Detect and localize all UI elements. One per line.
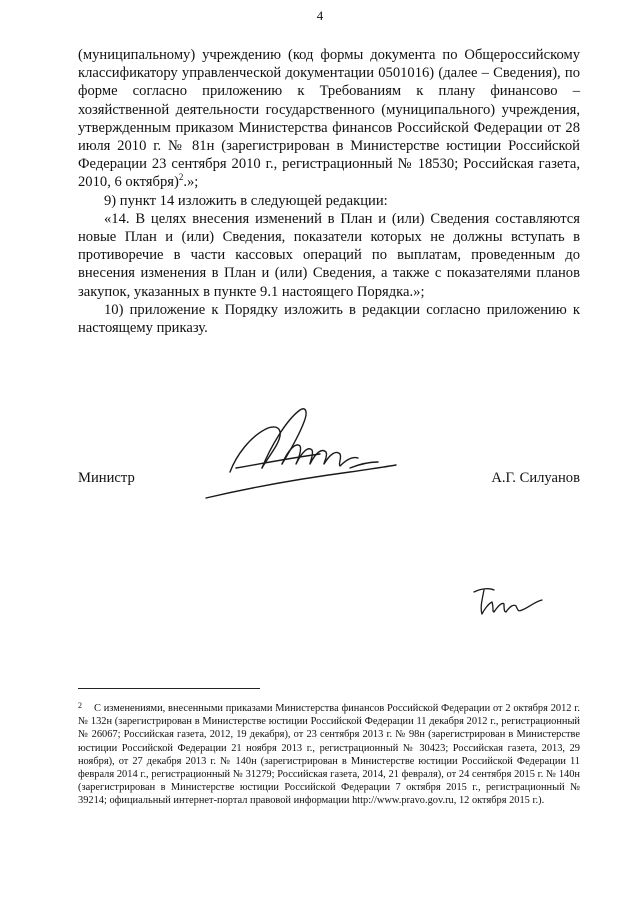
body-text [78,46,580,337]
footnote [78,702,580,808]
paragraph-text: (муниципальному) учреждению (код формы документа по Общероссийскому классификатору управленческой документации 0501016) (далее – Сведения), по форме согласно приложению к Требованиям к плану финансово – хозяйственной деятельности государственного (муниципального) учреждения, утвержденным приказом Министерства финансов Российской Федерации от 28 июля 2010 г. № 81н (зарегистрирован в Министерстве юстиции Российской Федерации 23 сентября 2010 г., регистрационный № 18530; Российская газета, 2010, 6 октября) [78,47,580,191]
page-number: 4 [316,8,324,23]
signature-image [200,398,400,510]
signature-block [78,470,580,490]
paragraph-item-10: 10) приложение к Порядку изложить в редакции согласно приложению к настоящему приказу. [78,301,580,337]
footnote-text: С изменениями, внесенными приказами Министерства финансов Российской Федерации от 2 октября 2012 г. № 132н (зарегистрирован в Министерстве юстиции Российской Федерации 11 декабря 2012 г., регистрационный № 26067; Российская газета, 2012, 19 декабря), от 23 сентября 2013 г. № 98н (зарегистрирован в Министерстве юстиции Российской Федерации 21 ноября 2013 г., регистрационный № 30423; Российская газета, 2013, 29 ноября), от 27 декабря 2013 г. № 140н (зарегистрирован в Министерстве юстиции Российской Федерации 11 февраля 2014 г., регистрационный № 31279; Российская газета, 2014, 21 февраля), от 24 сентября 2015 г. № 140н (зарегистрирован в Министерстве юстиции Российской Федерации 7 октября 2015 г., регистрационный № 39214; официальный интернет-портал правовой информации http://www.pravo.gov.ru, 12 октября 2015 г.). [78,703,580,807]
paragraph-continuation [78,46,580,192]
footnote-separator [78,688,260,689]
paragraph-quote-14: «14. В целях внесения изменений в План и (или) Сведения составляются новые План и (или) Сведения, показатели которых не должны вступать в противоречие в части кассовых операций по выплатам, проведенным до внесения изменения в План и (или) Сведения, а также с показателями планов закупок, указанных в пункте 9.1 настоящего Порядка.»; [78,210,580,300]
footnote-marker: 2 [78,701,82,710]
signatory-name: А.Г. Силуанов [491,470,580,486]
footnote-reference: 2 [178,172,184,183]
initials-mark [468,582,548,620]
paragraph-item-9: 9) пункт 14 изложить в следующей редакции: [104,192,388,209]
signatory-position: Министр [78,470,135,486]
paragraph-tail: .»; [183,174,199,191]
